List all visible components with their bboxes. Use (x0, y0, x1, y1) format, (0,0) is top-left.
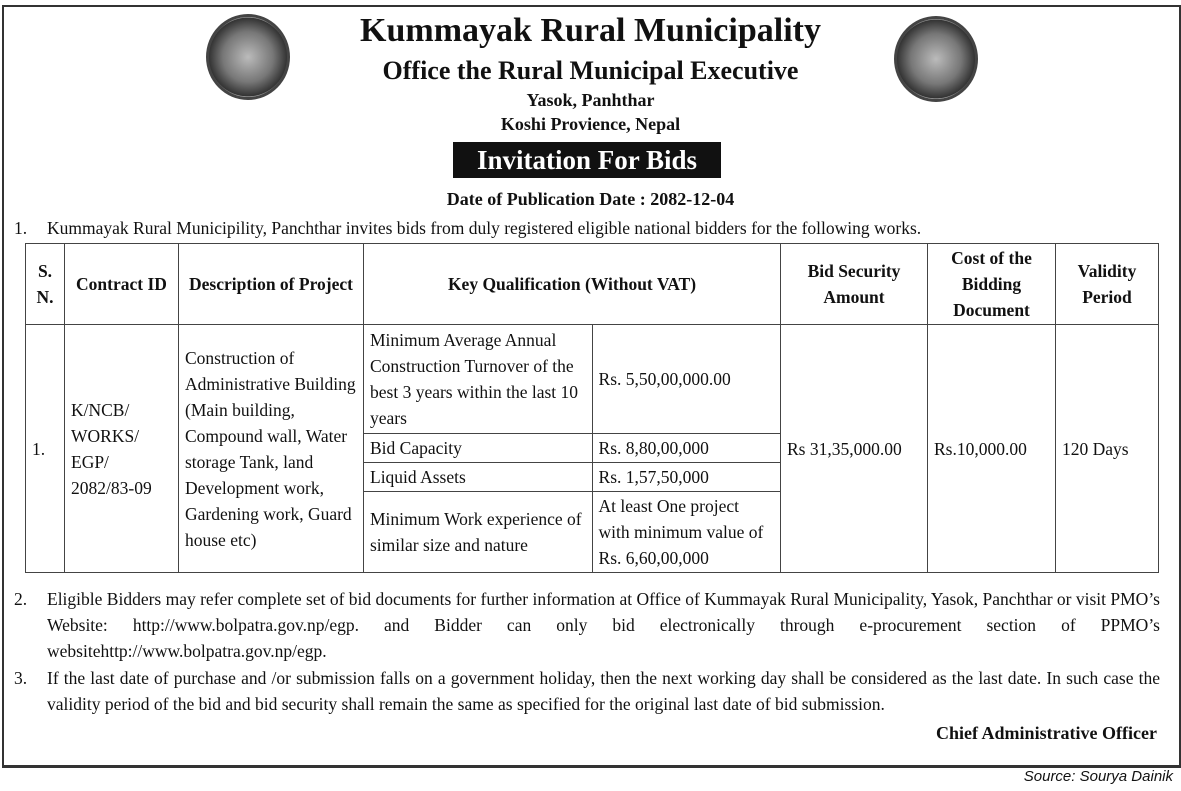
item-text: Eligible Bidders may refer complete set of bid documents for further information at Office of Kummayak Rural Municipality, Yasok, Panchthar or visit PMO’s Website: http://www.bolpatra.gov.np/egp. and Bidder can only bid electronically through e-procurement section of PPMO’s websitehttp://www.bolpatra.gov.np/egp. (47, 589, 1160, 661)
intro-paragraph (14, 215, 1160, 241)
header-sn: S. N. (26, 244, 65, 325)
cell-bid-security: Rs 31,35,000.00 (781, 325, 928, 573)
table-row (26, 325, 1159, 434)
qualification-label: Bid Capacity (364, 434, 593, 463)
cell-sn: 1. (26, 325, 65, 573)
item-number: 3. (14, 668, 28, 688)
qualification-value: Rs. 5,50,00,000.00 (592, 325, 780, 434)
cell-validity: 120 Days (1056, 325, 1159, 573)
header-description: Description of Project (179, 244, 364, 325)
qualification-value: Rs. 8,80,00,000 (592, 434, 780, 463)
item-number: 2. (14, 589, 28, 609)
qualification-label: Minimum Work experience of similar size and nature (364, 492, 593, 573)
qualification-value: Rs. 1,57,50,000 (592, 463, 780, 492)
invitation-banner: Invitation For Bids (453, 142, 721, 178)
note-3 (14, 665, 1160, 717)
bids-table (25, 243, 1159, 573)
qualification-value: At least One project with minimum value of Rs. 6,60,00,000 (592, 492, 780, 573)
header-key-qualification: Key Qualification (Without VAT) (364, 244, 781, 325)
item-number: 1. (14, 218, 28, 238)
address-line-2: Koshi Provience, Nepal (500, 114, 681, 134)
cell-cost: Rs.10,000.00 (928, 325, 1056, 573)
signature: Chief Administrative Officer (936, 723, 1157, 743)
item-text: Kummayak Rural Municipility, Panchthar invites bids from duly registered eligible national bidders for the following works. (47, 218, 922, 238)
source-credit: Source: Sourya Dainik (1023, 768, 1173, 785)
municipality-title: Kummayak Rural Municipality (360, 12, 821, 49)
address-line-1: Yasok, Panhthar (526, 90, 655, 110)
qualification-label: Minimum Average Annual Construction Turnover of the best 3 years within the last 10 years (364, 325, 593, 434)
cell-description: Construction of Administrative Building (Main building, Compound wall, Water storage Tank, land Development work, Gardening work, Guard house etc) (179, 325, 364, 573)
header-bid-security: Bid Security Amount (781, 244, 928, 325)
publication-date: Date of Publication Date : 2082-12-04 (446, 189, 735, 209)
qualification-label: Liquid Assets (364, 463, 593, 492)
header-cost: Cost of the Bidding Document (928, 244, 1056, 325)
note-2 (14, 586, 1160, 664)
item-text: If the last date of purchase and /or submission falls on a government holiday, then the next working day shall be considered as the last date. In such case the validity period of the bid and bid security shall remain the same as specified for the original last date of bid submission. (47, 668, 1160, 714)
header-validity: Validity Period (1056, 244, 1159, 325)
office-subtitle: Office the Rural Municipal Executive (382, 56, 799, 85)
header-contract-id: Contract ID (65, 244, 179, 325)
table-header-row (26, 244, 1159, 325)
cell-contract-id: K/NCB/ WORKS/ EGP/ 2082/83-09 (65, 325, 179, 573)
